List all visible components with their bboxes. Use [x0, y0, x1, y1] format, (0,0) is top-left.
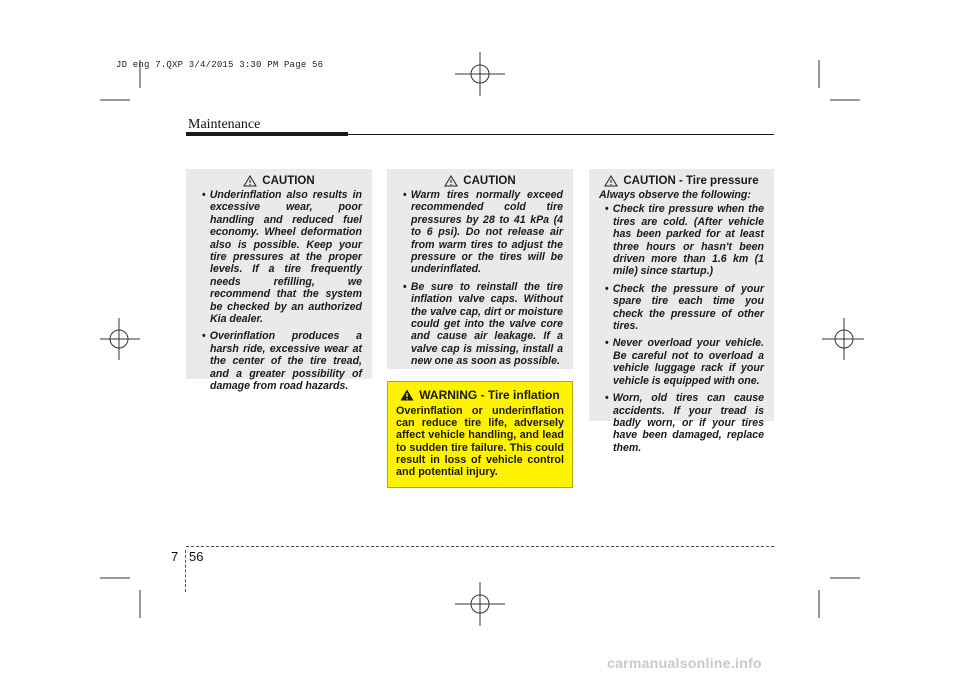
list-item: • Check tire pressure when the tires are cold. (After vehicle has been parked for at least three hours or hasn't been driven more than 1.6 km (1 mile) since startup.) [599, 203, 764, 277]
caution-triangle-icon [444, 175, 458, 187]
caution-triangle-icon [604, 175, 618, 187]
footer-divider [185, 550, 186, 592]
caution-box-tire-pressure [589, 169, 774, 454]
list-item: • Check the pressure of your spare tire each time you check the pressure of other tires. [599, 283, 764, 333]
caution-title: CAUTION [262, 175, 315, 187]
warning-body: Overinflation or underinflation can reduce tire life, adversely affect vehicle handling, and lead to sudden tire failure. This could result in loss of vehicle control and potential injury. [396, 405, 564, 479]
caution-box-underinflation [186, 169, 372, 393]
caution-heading [196, 175, 362, 187]
caution-title: CAUTION - Tire pressure [623, 175, 759, 187]
list-item: • Overinflation produces a harsh ride, excessive wear at the center of the tire tread, and a greater possibility of damage from road hazards. [196, 330, 362, 392]
warning-box-tire-inflation [387, 381, 573, 488]
caution-heading [397, 175, 563, 187]
list-item: • Never overload your vehicle. Be careful not to overload a vehicle luggage rack if your vehicle is equipped with one. [599, 337, 764, 387]
section-title: Maintenance [188, 117, 261, 132]
caution-list [599, 203, 764, 454]
watermark: carmanualsonline.info [607, 655, 762, 671]
list-item: • Underinflation also results in excessive wear, poor handling and reduced fuel economy. Wheel deformation also is possible. Keep your tire pressures at the proper levels. If a tire frequently needs refilling, we recommend that the system be checked by an authorized Kia dealer. [196, 189, 362, 325]
warning-triangle-icon [400, 389, 414, 401]
chapter-number: 7 [171, 549, 179, 564]
caution-title: CAUTION [463, 175, 516, 187]
list-item: • Worn, old tires can cause accidents. If your tread is badly worn, or if your tires have been damaged, replace them. [599, 392, 764, 454]
list-item: • Be sure to reinstall the tire inflation valve caps. Without the valve cap, dirt or moisture could get into the valve core and cause air leakage. If a valve cap is missing, install a new one as soon as possible. [397, 281, 563, 368]
warning-heading [396, 388, 564, 402]
caution-triangle-icon [243, 175, 257, 187]
caution-heading [599, 175, 764, 187]
list-item: • Warm tires normally exceed recommended cold tire pressures by 28 to 41 kPa (4 to 6 psi). Do not release air from warm tires to adjust the pressure or the tires will be underinflated. [397, 189, 563, 276]
page-number: 56 [189, 549, 204, 564]
caution-list [397, 189, 563, 368]
caution-lead: Always observe the following: [599, 189, 751, 201]
print-slug: JD eng 7.QXP 3/4/2015 3:30 PM Page 56 [116, 60, 324, 70]
caution-list [196, 189, 362, 393]
header-rule-accent [186, 132, 348, 136]
caution-box-warm-tires [387, 169, 573, 369]
warning-title: WARNING - Tire inflation [419, 388, 560, 402]
footer-rule [186, 546, 774, 547]
